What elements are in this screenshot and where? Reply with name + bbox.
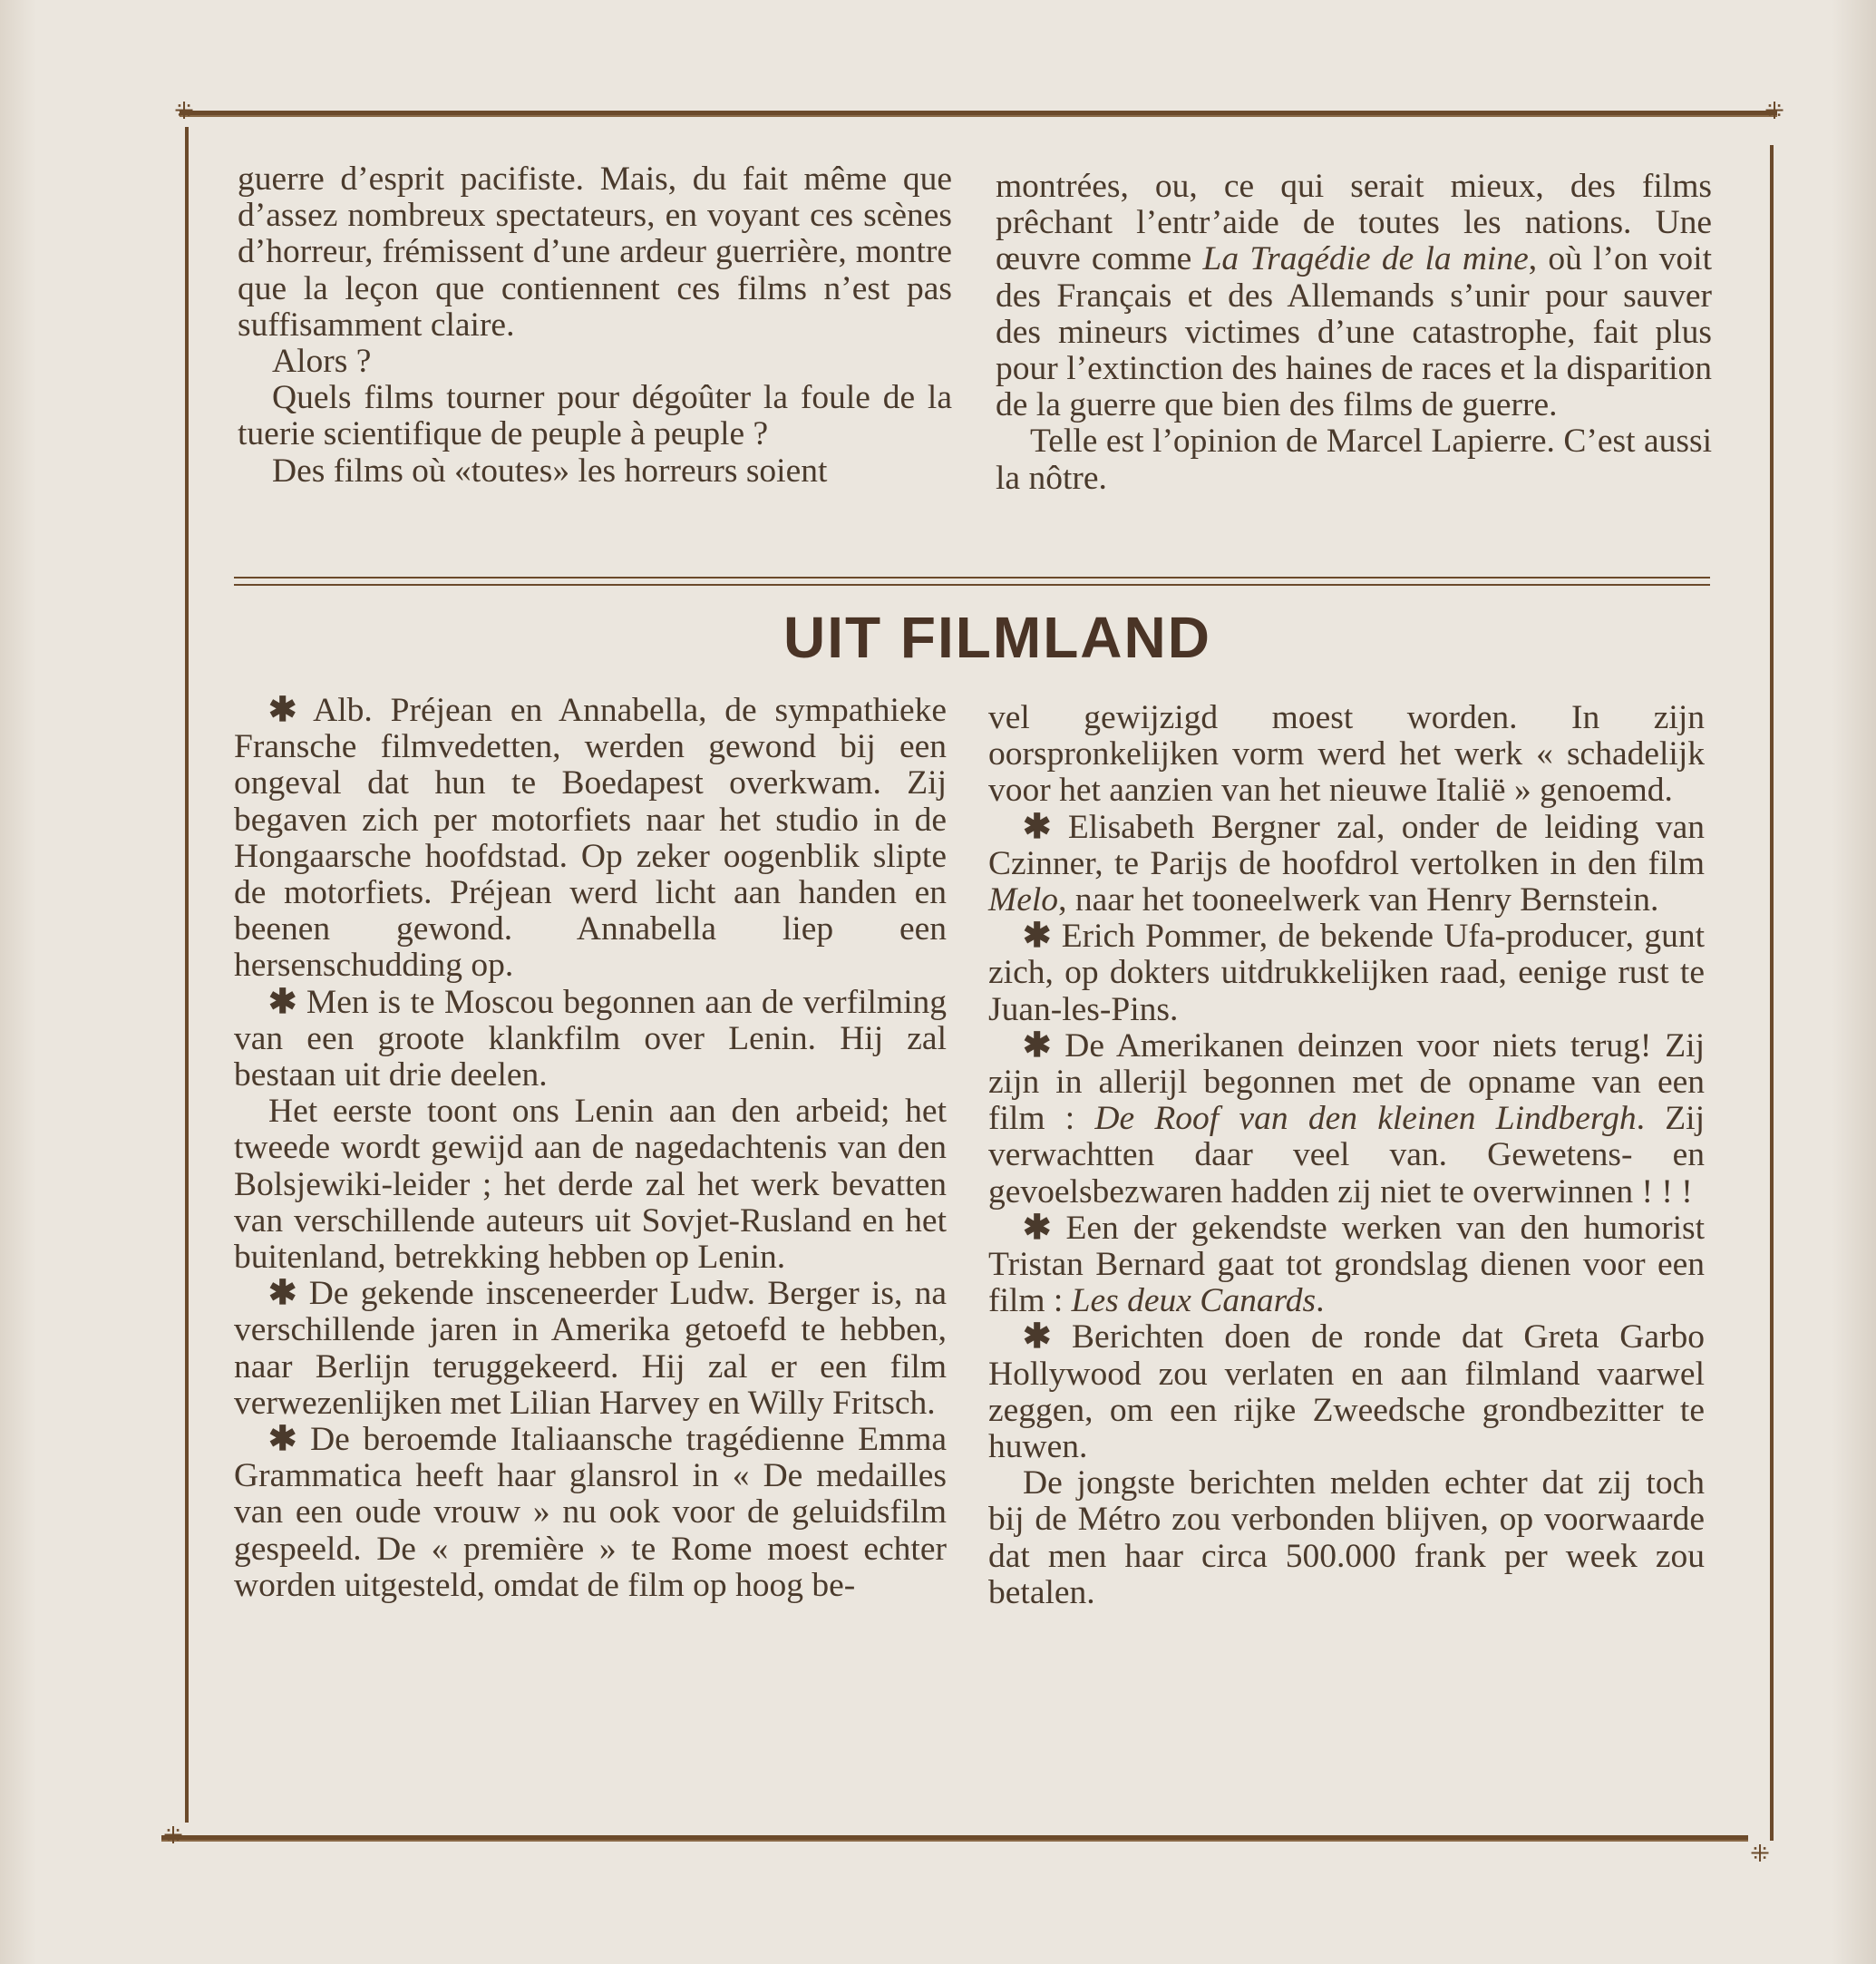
film-title: Melo — [988, 881, 1059, 919]
star-bullet-icon: ✱ — [1023, 1318, 1052, 1356]
news-item: ✱ Alb. Préjean en Annabella, de sympathieke Fransche filmvedetten, werden gewond bij een ongeval dat hun te Boedapest overkwam. Zij begaven zich per motorfiets naar het studio in de Hongaarsche hoofdstad. Op zeker oogenblik slipte de motorfiets. Préjean werd licht aan handen en beenen gewond. Annabella liep een hersenschudding op. — [234, 692, 947, 985]
french-paragraph: Quels films tourner pour dégoûter la foule de la tuerie scientifique de peuple à peuple ? — [238, 379, 952, 453]
star-bullet-icon: ✱ — [268, 983, 297, 1021]
news-item: De jongste berichten melden echter dat zij toch bij de Métro zou verbonden blijven, op voorwaarde dat men haar circa 500.000 frank per week zou betalen. — [988, 1464, 1705, 1611]
french-paragraph: Telle est l’opinion de Marcel Lapierre. C’est aussi la nôtre. — [996, 423, 1712, 497]
french-paragraph: montrées, ou, ce qui serait mieux, des films prêchant l’entr’aide de toutes les nations. Une œuvre comme La Tragédie de la mine, où l’on voit des Français et des Allemands s’unir pour sauver des mineurs victimes d’une catastrophe, fait plus pour l’extinction des haines de races et la disparition de la guerre que bien des films de guerre. — [996, 168, 1712, 424]
film-title: Les deux Canards — [1071, 1282, 1317, 1320]
dutch-right-column — [988, 700, 1705, 1611]
corner-ornament-icon: ⁜ — [1764, 98, 1784, 124]
film-title: De Roof van den kleinen Lindbergh — [1094, 1100, 1637, 1138]
corner-ornament-icon: ⁜ — [1750, 1841, 1770, 1867]
frame-right-border — [1770, 145, 1774, 1841]
star-bullet-icon: ✱ — [1023, 918, 1052, 956]
french-right-column — [996, 169, 1712, 497]
section-divider — [234, 577, 1710, 586]
news-item: vel gewijzigd moest worden. In zijn oorspronkelijken vorm werd het werk « schadelijk voor het aanzien van het nieuwe Italië » genoemd. — [988, 699, 1705, 810]
star-bullet-icon: ✱ — [268, 1421, 297, 1459]
news-item: Het eerste toont ons Lenin aan den arbeid; het tweede wordt gewijd aan de nagedachtenis van den Bolsjewiki-leider ; het derde zal het werk bevatten van verschillende auteurs uit Sovjet-Rusland en het buitenland, betrekking hebben op Lenin. — [234, 1093, 947, 1277]
star-bullet-icon: ✱ — [268, 1275, 297, 1313]
corner-ornament-icon: ⁜ — [163, 1823, 183, 1849]
star-bullet-icon: ✱ — [1023, 808, 1052, 846]
dutch-left-column — [234, 693, 947, 1604]
frame-top-border — [180, 111, 1777, 117]
french-paragraph: guerre d’esprit pacifiste. Mais, du fait même que d’assez nombreux spectateurs, en voyant ces scènes d’horreur, frémissent d’une ardeur guerrière, montre que la leçon que contiennent ces films n’est pas suffisamment claire. — [238, 160, 952, 344]
frame-bottom-border — [161, 1835, 1748, 1842]
news-item: ✱ Een der gekendste werken van den humorist Tristan Bernard gaat tot grondslag dienen voor een film : Les deux Canards. — [988, 1209, 1705, 1320]
news-item: ✱ De Amerikanen deinzen voor niets terug! Zij zijn in allerijl begonnen met de opname van een film : De Roof van den kleinen Lindbergh. Zij verwachtten daar veel van. Gewetens- en gevoelsbezwaren hadden zij niet te overwinnen ! ! ! — [988, 1026, 1705, 1210]
film-title: La Tragédie de la mine — [1202, 240, 1529, 278]
news-item: ✱ Erich Pommer, de bekende Ufa-producer, gunt zich, op dokters uitdrukkelijken raad, eenige rust te Juan-les-Pins. — [988, 918, 1705, 1028]
french-left-column — [238, 161, 952, 490]
corner-ornament-icon: ⁜ — [174, 98, 194, 124]
section-headline: UIT FILMLAND — [783, 605, 1211, 670]
news-item: ✱ Elisabeth Bergner zal, onder de leiding van Czinner, te Parijs de hoofdrol vertolken in den film Melo, naar het tooneelwerk van Henry Bernstein. — [988, 808, 1706, 919]
news-item: ✱ De gekende insceneerder Ludw. Berger is, na verschillende jaren in Amerika getoefd te hebben, naar Berlijn teruggekeerd. Hij zal er een film verwezenlijken met Lilian Harvey en Willy Fritsch. — [234, 1275, 947, 1422]
star-bullet-icon: ✱ — [1023, 1209, 1052, 1247]
star-bullet-icon: ✱ — [1023, 1026, 1052, 1065]
news-item: ✱ De beroemde Italiaansche tragédienne Emma Grammatica heeft haar glansrol in « De medailles van een oude vrouw » nu ook voor de geluidsfilm gespeeld. De « première » te Rome moest echter worden uitgesteld, omdat de film op hoog be- — [234, 1421, 948, 1604]
french-paragraph: Des films où «toutes» les horreurs soient — [272, 452, 828, 490]
news-item: ✱ Berichten doen de ronde dat Greta Garbo Hollywood zou verlaten en aan filmland vaarwel zeggen, om een rijke Zweedsche grondbezitter te huwen. — [988, 1318, 1706, 1466]
news-item: ✱ Men is te Moscou begonnen aan de verfilming van een groote klankfilm over Lenin. Hij zal bestaan uit drie deelen. — [234, 983, 948, 1094]
frame-left-border — [185, 127, 189, 1823]
star-bullet-icon: ✱ — [268, 692, 297, 729]
french-paragraph: Alors ? — [272, 343, 372, 381]
